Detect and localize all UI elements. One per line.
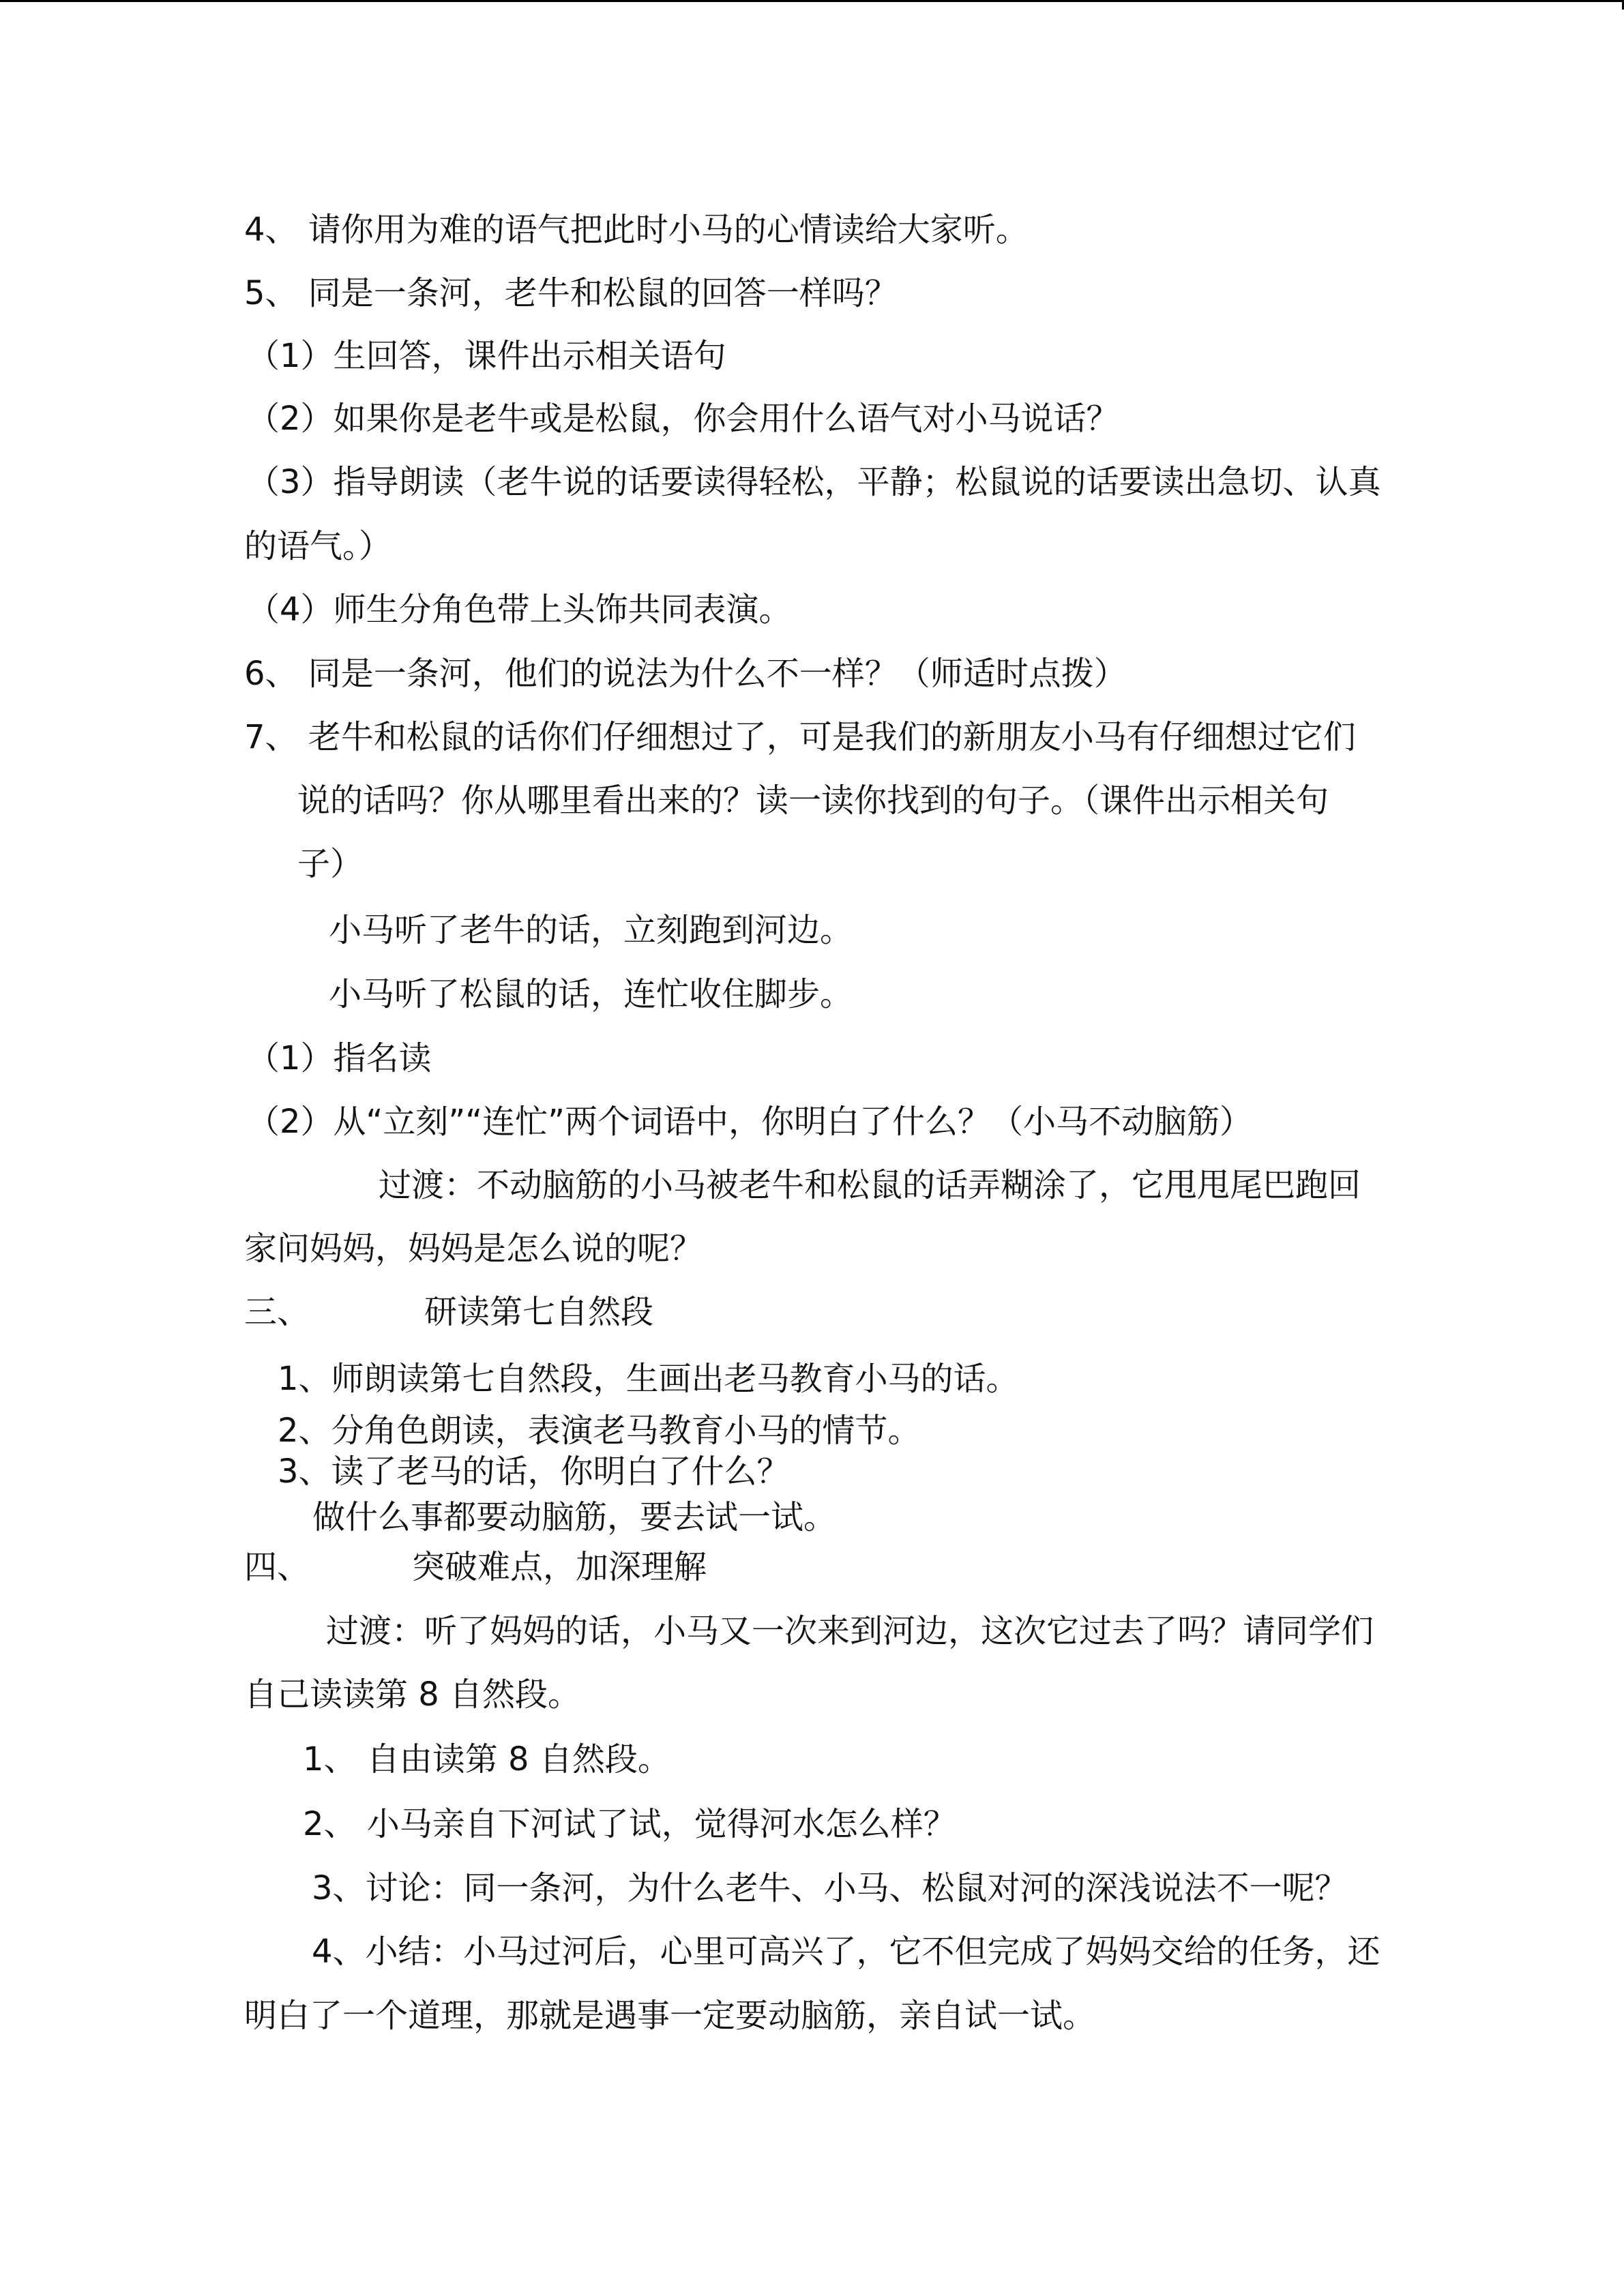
list-item: 3、读了老马的话，你明白了什么？	[278, 1452, 790, 1491]
text-line: 子）	[297, 845, 364, 883]
text-line: （1）生回答，课件出示相关语句	[247, 337, 726, 375]
text-line: （2）如果你是老牛或是松鼠，你会用什么语气对小马说话？	[247, 400, 1119, 438]
text-line: 5、 同是一条河，老牛和松鼠的回答一样吗？	[244, 274, 898, 312]
list-item: 1、师朗读第七自然段，生画出老马教育小马的话。	[278, 1360, 1019, 1398]
section-heading	[244, 1547, 707, 1587]
transition-text: 家问妈妈，妈妈是怎么说的呢？	[244, 1229, 703, 1268]
text-line: （4）师生分角色带上头饰共同表演。	[247, 591, 792, 629]
list-item: 1、 自由读第 8 自然段。	[303, 1740, 670, 1778]
list-item: 3、讨论：同一条河，为什么老牛、小马、松鼠对河的深浅说法不一呢？	[312, 1869, 1348, 1907]
transition-text: 自己读读第 8 自然段。	[244, 1675, 581, 1714]
section-title: 突破难点，加深理解	[412, 1548, 707, 1586]
list-item: 做什么事都要动脑筋，要去试一试。	[312, 1498, 837, 1536]
section-number: 四、	[244, 1548, 310, 1586]
text-line: （2）从“立刻”“连忙”两个词语中，你明白了什么？（小马不动脑筋）	[247, 1103, 1253, 1141]
quoted-sentence: 小马听了老牛的话，立刻跑到河边。	[329, 911, 853, 949]
transition-text: 过渡：听了妈妈的话，小马又一次来到河边，这次它过去了吗？请同学们	[326, 1612, 1374, 1650]
list-item: 2、 小马亲自下河试了试，觉得河水怎么样？	[303, 1805, 956, 1843]
page-top-border	[0, 0, 1624, 2]
text-line: 的语气。）	[244, 527, 392, 565]
text-line: 4、 请你用为难的语气把此时小马的心情读给大家听。	[244, 211, 1029, 249]
quoted-sentence: 小马听了松鼠的话，连忙收住脚步。	[329, 975, 853, 1013]
text-line: （3）指导朗读（老牛说的话要读得轻松，平静；松鼠说的话要读出急切、认真	[247, 463, 1381, 501]
text-line: 6、 同是一条河，他们的说法为什么不一样？（师适时点拨）	[244, 655, 1127, 693]
list-item: 明白了一个道理，那就是遇事一定要动脑筋，亲自试一试。	[244, 1997, 1096, 2035]
list-item: 4、小结：小马过河后，心里可高兴了，它不但完成了妈妈交给的任务，还	[312, 1933, 1381, 1971]
transition-text: 过渡：不动脑筋的小马被老牛和松鼠的话弄糊涂了，它甩甩尾巴跑回	[379, 1166, 1361, 1204]
text-line: 7、 老牛和松鼠的话你们仔细想过了，可是我们的新朋友小马有仔细想过它们	[244, 718, 1356, 756]
list-item: 2、分角色朗读，表演老马教育小马的情节。	[278, 1412, 921, 1450]
text-line: 说的话吗？你从哪里看出来的？读一读你找到的句子。（课件出示相关句	[297, 781, 1329, 820]
section-heading	[244, 1292, 653, 1332]
section-title: 研读第七自然段	[424, 1293, 654, 1331]
section-number: 三、	[244, 1293, 310, 1331]
text-line: （1）指名读	[247, 1039, 432, 1077]
